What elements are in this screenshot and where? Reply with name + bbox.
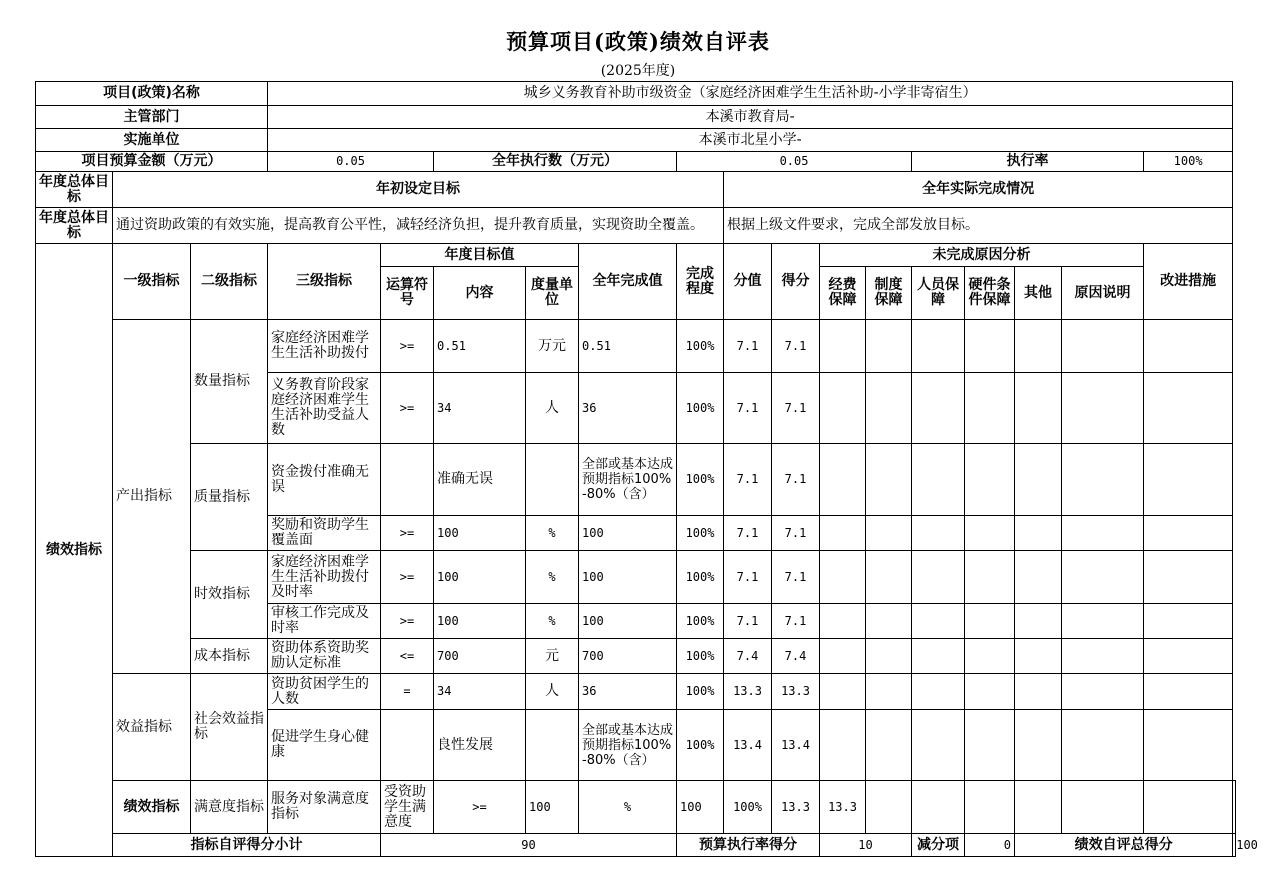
col-r4: 硬件条件保障 <box>965 267 1015 320</box>
indicator-degree: 100% <box>677 639 724 674</box>
initial-goal-header: 年初设定目标 <box>113 172 724 208</box>
indicator-content: 34 <box>434 373 526 444</box>
col-r1: 经费保障 <box>820 267 866 320</box>
indicator-actual: 100 <box>677 781 724 834</box>
indicator-unit: % <box>526 604 579 639</box>
col-r2: 制度保障 <box>866 267 912 320</box>
indicator-actual: 全部或基本达成预期指标100%-80%（含） <box>579 444 677 516</box>
indicator-score: 7.1 <box>724 444 772 516</box>
col-reason: 未完成原因分析 <box>820 244 1144 267</box>
indicator-unit: % <box>579 781 677 834</box>
indicator-actual: 36 <box>579 373 677 444</box>
indicator-degree: 100% <box>677 444 724 516</box>
col-degree: 完成程度 <box>677 244 724 320</box>
indicator-degree: 100% <box>677 373 724 444</box>
indicator-actual: 100 <box>579 604 677 639</box>
indicator-content: 准确无误 <box>434 444 526 516</box>
col-lvl2: 二级指标 <box>191 244 268 320</box>
indicator-name: 资助贫困学生的人数 <box>268 674 381 710</box>
indicator-degree: 100% <box>677 710 724 781</box>
indicator-degree: 100% <box>677 320 724 373</box>
indicator-op <box>381 444 434 516</box>
subtotal-value: 90 <box>381 834 677 857</box>
budget-value: 0.05 <box>268 152 434 172</box>
col-score: 分值 <box>724 244 772 320</box>
dept-label: 主管部门 <box>36 106 268 129</box>
indicator-name: 家庭经济困难学生生活补助拨付 <box>268 320 381 373</box>
total-value: 100 <box>1233 834 1236 857</box>
indicator-op: >= <box>381 551 434 604</box>
table-row <box>36 320 1236 373</box>
actual-result-text: 根据上级文件要求，完成全部发放目标。 <box>724 208 1233 244</box>
indicator-got: 7.1 <box>772 551 820 604</box>
indicator-score: 7.1 <box>724 373 772 444</box>
col-lvl3: 三级指标 <box>268 244 381 320</box>
col-actual: 全年完成值 <box>579 244 677 320</box>
page-title: 预算项目(政策)绩效自评表 <box>506 29 770 54</box>
indicator-got: 7.1 <box>772 444 820 516</box>
indicator-unit: 元 <box>526 639 579 674</box>
indicator-degree: 100% <box>677 674 724 710</box>
group-quantity: 数量指标 <box>191 320 268 444</box>
group-social: 社会效益指标 <box>191 674 268 781</box>
goal-label-b: 年度总体目标 <box>36 208 113 244</box>
indicator-op: >= <box>434 781 526 834</box>
col-improve: 改进措施 <box>1144 244 1233 320</box>
indicator-got: 13.3 <box>772 674 820 710</box>
col-target: 年度目标值 <box>381 244 579 267</box>
rate-label: 执行率 <box>912 152 1144 172</box>
indicator-degree: 100% <box>724 781 772 834</box>
indicator-score: 13.4 <box>724 710 772 781</box>
actual-result-header: 全年实际完成情况 <box>724 172 1233 208</box>
indicator-op: = <box>381 674 434 710</box>
budget-label: 项目预算金额（万元） <box>36 152 268 172</box>
col-op: 运算符号 <box>381 267 434 320</box>
indicator-degree: 100% <box>677 516 724 551</box>
indicator-actual: 36 <box>579 674 677 710</box>
indicator-op: >= <box>381 516 434 551</box>
perf-label: 绩效指标 <box>36 244 113 857</box>
goal-label-a: 年度总体目标 <box>36 172 113 208</box>
indicator-actual: 100 <box>579 551 677 604</box>
executed-value: 0.05 <box>677 152 912 172</box>
indicator-score: 13.3 <box>772 781 820 834</box>
indicator-op: >= <box>381 604 434 639</box>
indicator-unit: 人 <box>526 373 579 444</box>
table-row <box>36 551 1236 604</box>
col-r5: 其他 <box>1015 267 1062 320</box>
evaluation-table <box>35 81 1258 857</box>
dept-value: 本溪市教育局- <box>268 106 1233 129</box>
indicator-score: 7.1 <box>724 551 772 604</box>
indicator-op: >= <box>381 373 434 444</box>
unit-label: 实施单位 <box>36 129 268 152</box>
table-row <box>36 639 1236 674</box>
indicator-op: <= <box>381 639 434 674</box>
col-content: 内容 <box>434 267 526 320</box>
rate-value: 100% <box>1144 152 1233 172</box>
deduct-label: 减分项 <box>912 834 965 857</box>
indicator-got: 7.1 <box>772 604 820 639</box>
indicator-name: 促进学生身心健康 <box>268 710 381 781</box>
indicator-unit: % <box>526 516 579 551</box>
group-service: 服务对象满意度指标 <box>268 781 381 834</box>
indicator-score: 7.1 <box>724 320 772 373</box>
indicator-name: 家庭经济困难学生生活补助拨付及时率 <box>268 551 381 604</box>
indicator-actual: 0.51 <box>579 320 677 373</box>
indicator-unit: 万元 <box>526 320 579 373</box>
group-benefit: 效益指标 <box>113 674 191 781</box>
unit-value: 本溪市北星小学- <box>268 129 1233 152</box>
indicator-name: 资助体系资助奖励认定标准 <box>268 639 381 674</box>
col-got: 得分 <box>772 244 820 320</box>
indicator-name: 奖励和资助学生覆盖面 <box>268 516 381 551</box>
indicator-name: 义务教育阶段家庭经济困难学生生活补助受益人数 <box>268 373 381 444</box>
subtotal-label: 指标自评得分小计 <box>113 834 381 857</box>
indicator-content: 100 <box>434 516 526 551</box>
group-satisfaction: 满意度指标 <box>191 781 268 834</box>
report-year: (2025年度) <box>600 63 676 79</box>
budget-score-value: 10 <box>820 834 912 857</box>
indicator-actual: 700 <box>579 639 677 674</box>
indicator-got: 13.3 <box>820 781 866 834</box>
indicator-unit <box>526 444 579 516</box>
indicator-content: 100 <box>434 551 526 604</box>
indicator-content: 34 <box>434 674 526 710</box>
budget-score-label: 预算执行率得分 <box>677 834 820 857</box>
group-quality: 质量指标 <box>191 444 268 551</box>
indicator-degree: 100% <box>677 551 724 604</box>
indicator-unit: % <box>526 551 579 604</box>
indicator-name: 审核工作完成及时率 <box>268 604 381 639</box>
indicator-name: 资金拨付准确无误 <box>268 444 381 516</box>
indicator-score: 13.3 <box>724 674 772 710</box>
group-timeliness: 时效指标 <box>191 551 268 639</box>
indicator-got: 7.1 <box>772 373 820 444</box>
total-label: 绩效自评总得分 <box>1015 834 1233 857</box>
indicator-got: 7.1 <box>772 320 820 373</box>
executed-label: 全年执行数（万元） <box>434 152 677 172</box>
table-row <box>36 781 1236 834</box>
indicator-content: 100 <box>434 604 526 639</box>
indicator-op <box>381 710 434 781</box>
indicator-degree: 100% <box>677 604 724 639</box>
table-row <box>36 674 1236 710</box>
indicator-content: 100 <box>526 781 579 834</box>
indicator-got: 7.4 <box>772 639 820 674</box>
indicator-op: >= <box>381 320 434 373</box>
initial-goal-text: 通过资助政策的有效实施，提高教育公平性，减轻经济负担，提升教育质量，实现资助全覆盖。 <box>113 208 724 244</box>
indicator-unit <box>526 710 579 781</box>
deduct-value: 0 <box>965 834 1015 857</box>
indicator-score: 7.1 <box>724 604 772 639</box>
indicator-name: 受资助学生满意度 <box>381 781 434 834</box>
indicator-got: 7.1 <box>772 516 820 551</box>
indicator-got: 13.4 <box>772 710 820 781</box>
col-r3: 人员保障 <box>912 267 965 320</box>
indicator-content: 良性发展 <box>434 710 526 781</box>
col-lvl1: 一级指标 <box>113 244 191 320</box>
col-r6: 原因说明 <box>1062 267 1144 320</box>
table-row <box>36 444 1236 516</box>
group-output: 产出指标 <box>113 320 191 674</box>
col-unit: 度量单位 <box>526 267 579 320</box>
group-cost: 成本指标 <box>191 639 268 674</box>
indicator-actual: 全部或基本达成预期指标100%-80%（含） <box>579 710 677 781</box>
indicator-content: 700 <box>434 639 526 674</box>
perf-label-2: 绩效指标 <box>113 781 191 834</box>
indicator-score: 7.1 <box>724 516 772 551</box>
indicator-unit: 人 <box>526 674 579 710</box>
indicator-content: 0.51 <box>434 320 526 373</box>
indicator-score: 7.4 <box>724 639 772 674</box>
indicator-actual: 100 <box>579 516 677 551</box>
project-name: 城乡义务教育补助市级资金（家庭经济困难学生生活补助-小学非寄宿生） <box>268 82 1233 106</box>
project-name-label: 项目(政策)名称 <box>36 82 268 106</box>
